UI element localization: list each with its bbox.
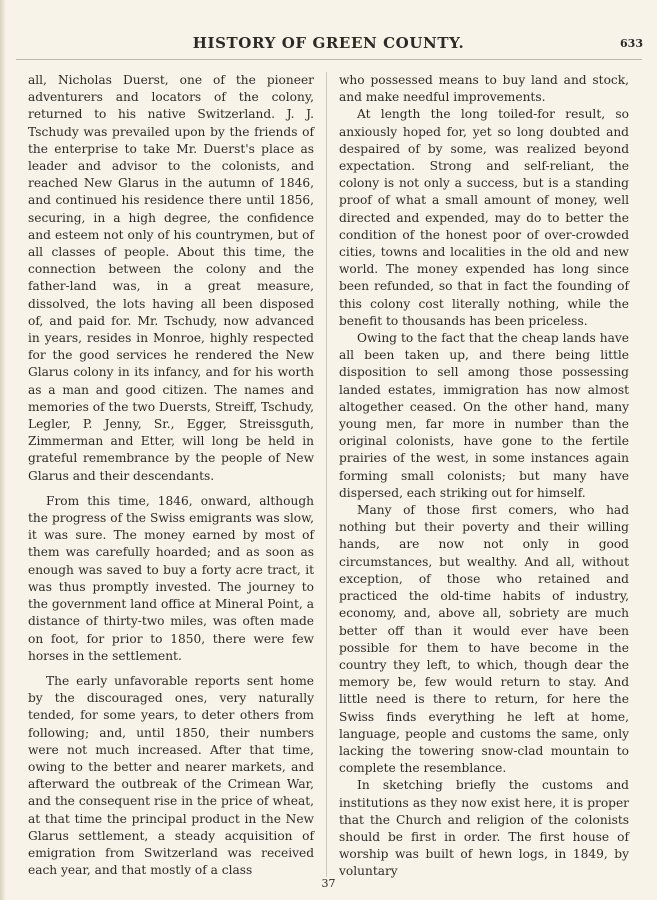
paragraph: Owing to the fact that the cheap lands have all been taken up, and there being little disposition to sell among those possessing landed estates, immigration has now almost altogether ceased. On the other hand, many young men, far more in number than the original colonists, have gone to the fertile prairies of the west, in some instances again forming small colonists; but many have dispersed, each striking out for himself.	[339, 331, 629, 500]
left-text-column	[28, 72, 314, 879]
right-text-column	[339, 72, 629, 881]
paragraph: Many of those first comers, who had nothing but their poverty and their willing hands, are now not only in good circumstances, but wealthy. And all, without exception, of those who retained and practiced the old-time habits of industry, economy, and, above all, sobriety are much better off than it would ever have been possible for them to have become in the country they left, to which, though dear the memory be, few would return to stay. And little need is there to return, for here the Swiss finds everything he left at home, language, people and customs the same, only lacking the towering snow-clad mountain to complete the resemblance.	[339, 503, 629, 776]
paragraph: From this time, 1846, onward, although the progress of the Swiss emigrants was slow, it was sure. The money earned by most of them was carefully hoarded; and as soon as enough was saved to buy a forty acre tract, it was thus promptly invested. The journey to the government land office at Mineral Point, a distance of thirty-two miles, was often made on foot, for prior to 1850, there were few horses in the settlement.	[28, 493, 314, 663]
running-header-title: HISTORY OF GREEN COUNTY.	[192, 34, 465, 52]
header-rule	[16, 59, 642, 60]
paragraph: The early unfavorable reports sent home by the discouraged ones, very naturally tended, for some years, to deter others from following; and, until 1850, their numbers were not much increased. After that time, owing to the better and nearer markets, and afterward the outbreak of the Crimean War, and the consequent rise in the price of wheat, at that time the principal product in the New Glarus settlement, a steady acquisition of emigration from Switzerland was received each year, and that mostly of a class	[28, 673, 314, 878]
page-number: 633	[620, 37, 643, 50]
paragraph: all, Nicholas Duerst, one of the pioneer adventurers and locators of the colony, returned to his native Switzerland. J. J. Tschudy was prevailed upon by the friends of the enterprise to take Mr. Duerst's place as leader and advisor to the colonists, and reached New Glarus in the autumn of 1846, and continued his residence there until 1856, securing, in a high degree, the confidence and esteem not only of his countrymen, but of all classes of people. About this time, the connection between the colony and the father-land was, in a great measure, dissolved, the lots having all been disposed of, and paid for. Mr. Tschudy, now advanced in years, resides in Monroe, highly respected for the good services he rendered the New Glarus colony in its infancy, and for his worth as a man and good citizen. The names and memories of the two Duersts, Streiff, Tschudy, Legler, P. Jenny, Sr., Egger, Streissguth, Zimmerman and Etter, will long be held in grateful remembrance by the people of New Glarus and their descendants.	[28, 73, 314, 483]
column-divider	[326, 72, 327, 877]
page-edge-shadow	[0, 0, 6, 900]
paragraph: who possessed means to buy land and stock, and make needful improvements.	[339, 73, 629, 105]
paragraph: In sketching briefly the customs and institutions as they now exist here, it is proper that the Church and religion of the colonists should be first in order. The first house of worship was built of hewn logs, in 1849, by voluntary	[339, 778, 629, 879]
paragraph: At length the long toiled-for result, so anxiously hoped for, yet so long doubted and despaired of by some, was realized beyond expectation. Strong and self-reliant, the colony is not only a success, but is a standing proof of what a small amount of money, well directed and expended, may do to better the condition of the honest poor of over-crowded cities, towns and localities in the old and new world. The money expended has long since been refunded, so that in fact the founding of this colony cost literally nothing, while the benefit to thousands has been priceless.	[339, 107, 629, 328]
signature-mark: 37	[321, 877, 336, 890]
